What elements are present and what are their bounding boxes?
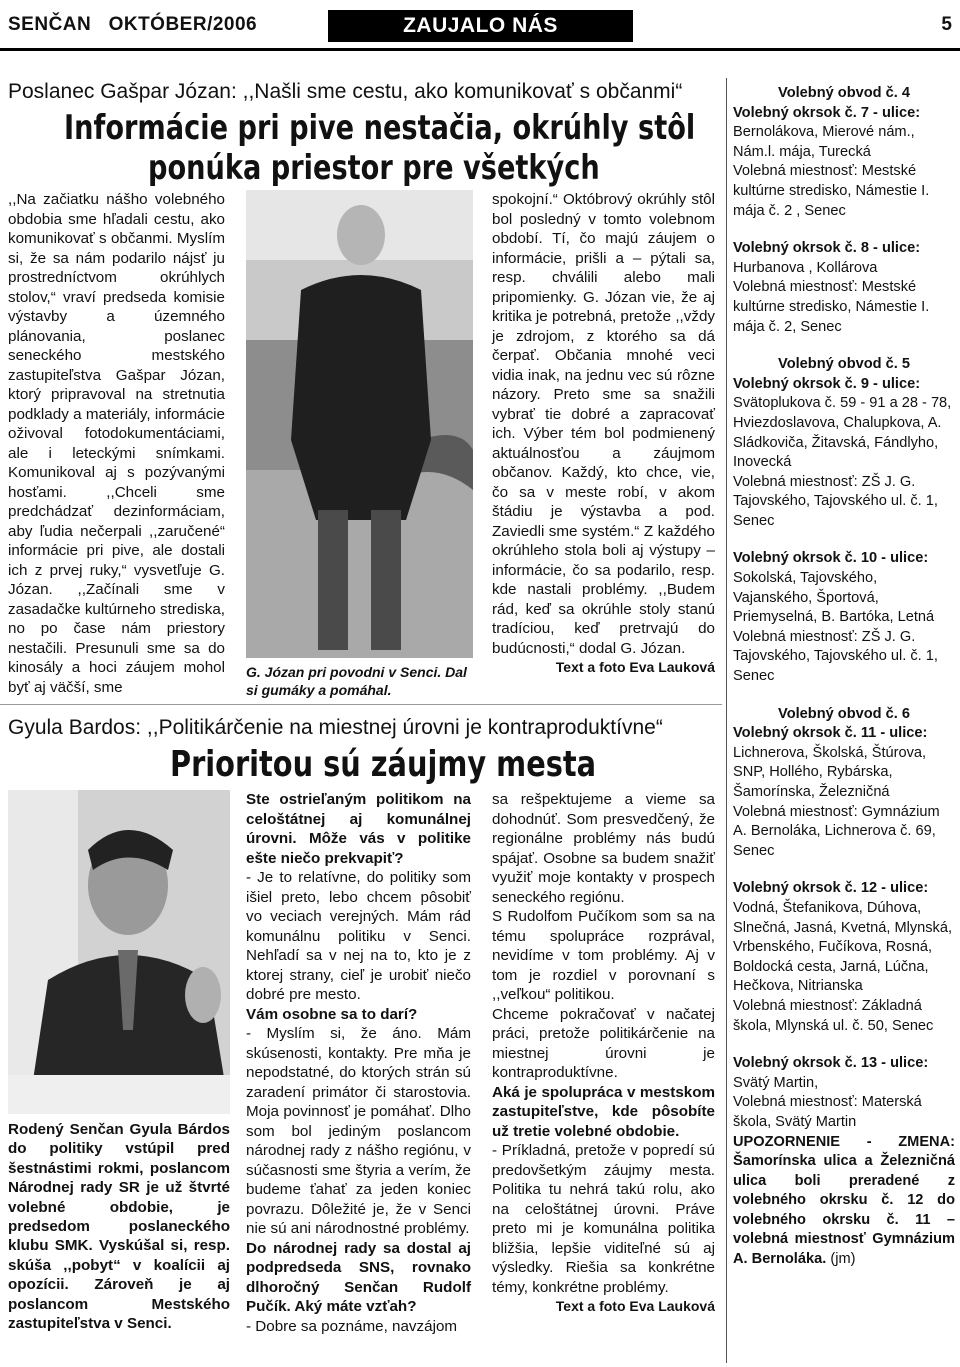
precinct-title: Volebný okrsok č. 10 - ulice: [733, 550, 929, 567]
article1-credit: Text a foto Eva Lauková [555, 659, 715, 675]
polling-place: Volebná miestnosť: Mestské kultúrne stredisko, Námestie I. mája č. 2, Senec [733, 279, 930, 335]
district-block [733, 549, 955, 686]
section-label: ZAUJALO NÁS [328, 10, 633, 42]
precinct-streets: Hurbanova , Kollárova [733, 259, 878, 276]
polling-place: Volebná miestnosť: ZŠ J. G. Tajovského, Tajovského ul. č. 1, Senec [733, 473, 938, 529]
question-1: Ste ostrieľaným politikom na celoštátnej aj komunálnej úrovni. Môže vás v politike ešte niečo prekvapiť? [246, 791, 471, 867]
bardos-caption-text: Rodený Senčan Gyula Bárdos do politiky vstúpil pred šestnástimi rokmi, poslancom Národnej rady SR je už štvrté volebné obdobie, je predsedom poslaneckého klubu SMK. Vyskúšal si, resp. skúša ,,pobyt“ v koalícii aj opozícii. Zároveň je aj poslancom Mestského zastupiteľstva v Senci. [8, 1121, 230, 1333]
precinct-title: Volebný okrsok č. 8 - ulice: [733, 240, 921, 257]
precinct-title: Volebný okrsok č. 12 - ulice: [733, 880, 929, 897]
article1-text-1: ,,Na začiatku nášho volebného obdobia sme hľadali cestu, ako komunikovať s občanmi. Myslím si, že sa nám podarilo nájsť ju prostredníctvom okrúhlych stolov,“ vraví predseda komisie výstavby a územného plánovania, poslanec seneckého mestského zastupiteľstva Gašpar Józan, ktorý pripravoval na stretnutia podklady a materiály, informácie oživoval fotodokumentáciami, ale i leteckými snímkami. Komunikoval aj s pozývanými hosťami. ,,Chceli sme predchádzať dezinformáciam, aby ľudia nečerpali ,,zaručené“ informácie pri pive, ale dostali ich z prvej ruky,“ vysvetľuje G. Józan. ,,Začínali sme v zasadačke kultúrneho strediska, no po čase nám priestory nestačili. Presunuli sme sa do kinosály a hoci záujem mohol byť aj väčší, sme [8, 191, 225, 696]
polling-place: Volebná miestnosť: Gymnázium A. Bernoláka, Lichnerova č. 69, Senec [733, 803, 940, 859]
precinct-streets: Vodná, Štefanikova, Dúhova, Slnečná, Jasná, Kvetná, Mlynská, Vrbenského, Fučíkova, Rosná, Boldocká cesta, Jarná, Lúčna, Hečkova, Nitrianska [733, 899, 953, 995]
article1-column-1 [8, 190, 225, 697]
article2-column-2 [246, 790, 471, 1336]
article1-kicker: Poslanec Gašpar Józan: ,,Našli sme cestu, ako komunikovať s občanmi“ [8, 80, 683, 103]
question-4: Aká je spolupráca v mestskom zastupiteľstve, kde pôsobíte už tretie volebné obdobie. [492, 1083, 715, 1140]
page-header [0, 0, 960, 52]
bardos-photo-caption [8, 1120, 230, 1333]
polling-place: Volebná miestnosť: Základná škola, Mlynská ul. č. 50, Senec [733, 997, 934, 1034]
district-block [733, 879, 955, 1036]
article1-headline-line2: ponúka priestor pre všetkých [148, 148, 600, 188]
precinct-streets: Sokolská, Tajovského, Vajanského, Športová, Priemyselná, B. Bartóka, Letná [733, 570, 935, 626]
polling-place: Volebná miestnosť: Mestské kultúrne stredisko, Námestie I. mája č. 2 , Senec [733, 163, 930, 219]
precinct-title: Volebný okrsok č. 9 - ulice: [733, 375, 921, 392]
polling-place: Volebná miestnosť: ZŠ J. G. Tajovského, Tajovského ul. č. 1, Senec [733, 628, 938, 685]
district-title: Volebný obvod č. 5 [778, 356, 910, 373]
article1-text-2: spokojní.“ Októbrový okrúhly stôl bol posledný v tomto volebnom období. Tí, čo majú záujem o informácie, prišli a – pýtali sa, resp. chválili alebo mali pripomienky. G. Józan vie, že aj kritika je potrebná, pretože ,,vždy je zdrojom, z ktorého sa dá čerpať. Občania mnohé veci vidia inak, na jednu vec sú rôzne názory. Preto sme sa snažili vybrať tie dobré a zapracovať ich. Výber tém bol podmienený aktuálnosťou a záujmom občanov. Každý, kto chce, vie, čo sa v meste robí, v akom štádiu je výstavba a pod. Zaviedli sme systém.“ Z každého okrúhleho stola boli aj výstupy – informácie, čo sa podarilo, resp. kde nastali problémy. ,,Budem rád, keď sa okrúhle stoly stanú tradíciou, keď pretrvajú do budúcnosti,“ dodal G. Józan. [492, 191, 715, 657]
answer-3-paragraph-2: S Rudolfom Pučíkom som sa na tému spolupráce rozprával, nevidíme v tom problémy. Aj v tom je rozdiel v porovnaní s ,,veľkou“ politikou. [492, 908, 715, 1003]
article-divider [0, 704, 722, 705]
header-rule [0, 48, 960, 51]
precinct-streets: Svätoplukova č. 59 - 91 a 28 - 78, Hviezdoslavova, Chalupkova, A. Sládkoviča, Žitavská, Fándlyho, Inovecká [733, 395, 952, 471]
district-block [733, 1054, 955, 1270]
precinct-title: Volebný okrsok č. 13 - ulice: [733, 1055, 929, 1072]
precinct-streets: Svätý Martin, [733, 1074, 819, 1091]
precinct-streets: Bernolákova, Mierové nám., Nám.l. mája, Turecká [733, 124, 915, 160]
paper-name: SENČAN OKTÓBER/2006 [8, 14, 258, 35]
polling-place: Volebná miestnosť: Materská škola, Svätý Martin [733, 1094, 922, 1130]
bardos-photo-image [8, 790, 230, 1114]
question-2: Vám osobne sa to darí? [246, 1005, 418, 1023]
district-block [733, 84, 955, 221]
answer-3-paragraph-3: Chceme pokračovať v načatej práci, pretože politikárčenie na miestnej úrovni je kontraproduktívne. [492, 1005, 715, 1081]
change-notice [733, 1133, 955, 1270]
district-title: Volebný obvod č. 6 [778, 705, 910, 722]
article1-headline-line1: Informácie pri pive nestačia, okrúhly stôl [64, 108, 696, 148]
jozan-photo-caption: G. Józan pri povodni v Senci. Dal si gumáky a pomáhal. [246, 664, 467, 698]
election-sidebar [733, 84, 955, 1270]
answer-2: - Myslím si, že áno. Mám skúsenosti, kontakty. Pre mňa je nepodstatné, do ktorých strán sú zaradení primátor či starostovia. Moja povinnosť je pomáhať. Dlho som bol jediným poslancom národnej rady z nášho regiónu, v súčasnosti sme štyria a verím, že budeme ťahať za jeden koniec povrazu. Dôležité je, že v Senci nie sú ani národnostné problémy. [246, 1025, 471, 1237]
precinct-title: Volebný okrsok č. 7 - ulice: [733, 104, 921, 121]
precinct-title: Volebný okrsok č. 11 - ulice: [733, 725, 928, 742]
notice-text: UPOZORNENIE - ZMENA: Šamorínska ulica a Železničná ulica boli preradené z volebného okrsku č. 12 do volebného okrsku č. 11 – volebná miestnosť Gymnázium A. Bernoláka. [733, 1133, 955, 1268]
jozan-photo-image [246, 190, 473, 658]
article1-column-3 [492, 190, 715, 678]
notice-signature: (jm) [830, 1251, 856, 1268]
district-block [733, 705, 955, 862]
district-title: Volebný obvod č. 4 [778, 85, 910, 101]
jozan-photo [246, 190, 473, 658]
sidebar-divider [726, 78, 727, 1363]
question-3: Do národnej rady sa dostal aj podpredseda SNS, rovnako dlhoročný Senčan Rudolf Pučík. Aký máte vzťah? [246, 1239, 471, 1315]
answer-1: - Je to relatívne, do politiky som išiel preto, lebo chcem pôsobiť vo veciach verejných. Mám rád komunálnu politiku v Senci. Nehľadí sa v nej na to, kto je z ktorej strany, cieľ je urobiť niečo dobré pre mesto. [246, 869, 471, 1003]
article2-kicker: Gyula Bardos: ,,Politikárčenie na miestnej úrovni je kontraproduktívne“ [8, 716, 663, 739]
article2-column-3 [492, 790, 715, 1317]
article2-headline: Prioritou sú záujmy mesta [170, 744, 597, 785]
page-number: 5 [941, 14, 952, 35]
district-block [733, 239, 955, 337]
answer-4: - Príkladná, pretože v popredí sú predovšetkým záujmy mesta. Politika tu nehrá takú rolu, ako na celoštátnej úrovni. Práve preto mi je komunálna politika bližšia, lepšie viditeľné sú aj výsledky. Riešia sa konkrétne témy, konkrétne problémy. [492, 1142, 715, 1296]
article2-credit: Text a foto Eva Lauková [555, 1298, 715, 1314]
district-block [733, 355, 955, 531]
answer-3: - Dobre sa poznáme, navzájom [246, 1317, 458, 1335]
bardos-photo [8, 790, 230, 1114]
answer-3-continued: sa rešpektujeme a vieme sa dohodnúť. Som presvedčený, že regionálne problémy nás budú spájať. Osobne sa budem snažiť využiť moje kontakty v prospech seneckého regiónu. [492, 791, 715, 906]
precinct-streets: Lichnerova, Školská, Štúrova, SNP, Hollého, Rybárska, Šamorínska, Železničná [733, 744, 927, 800]
